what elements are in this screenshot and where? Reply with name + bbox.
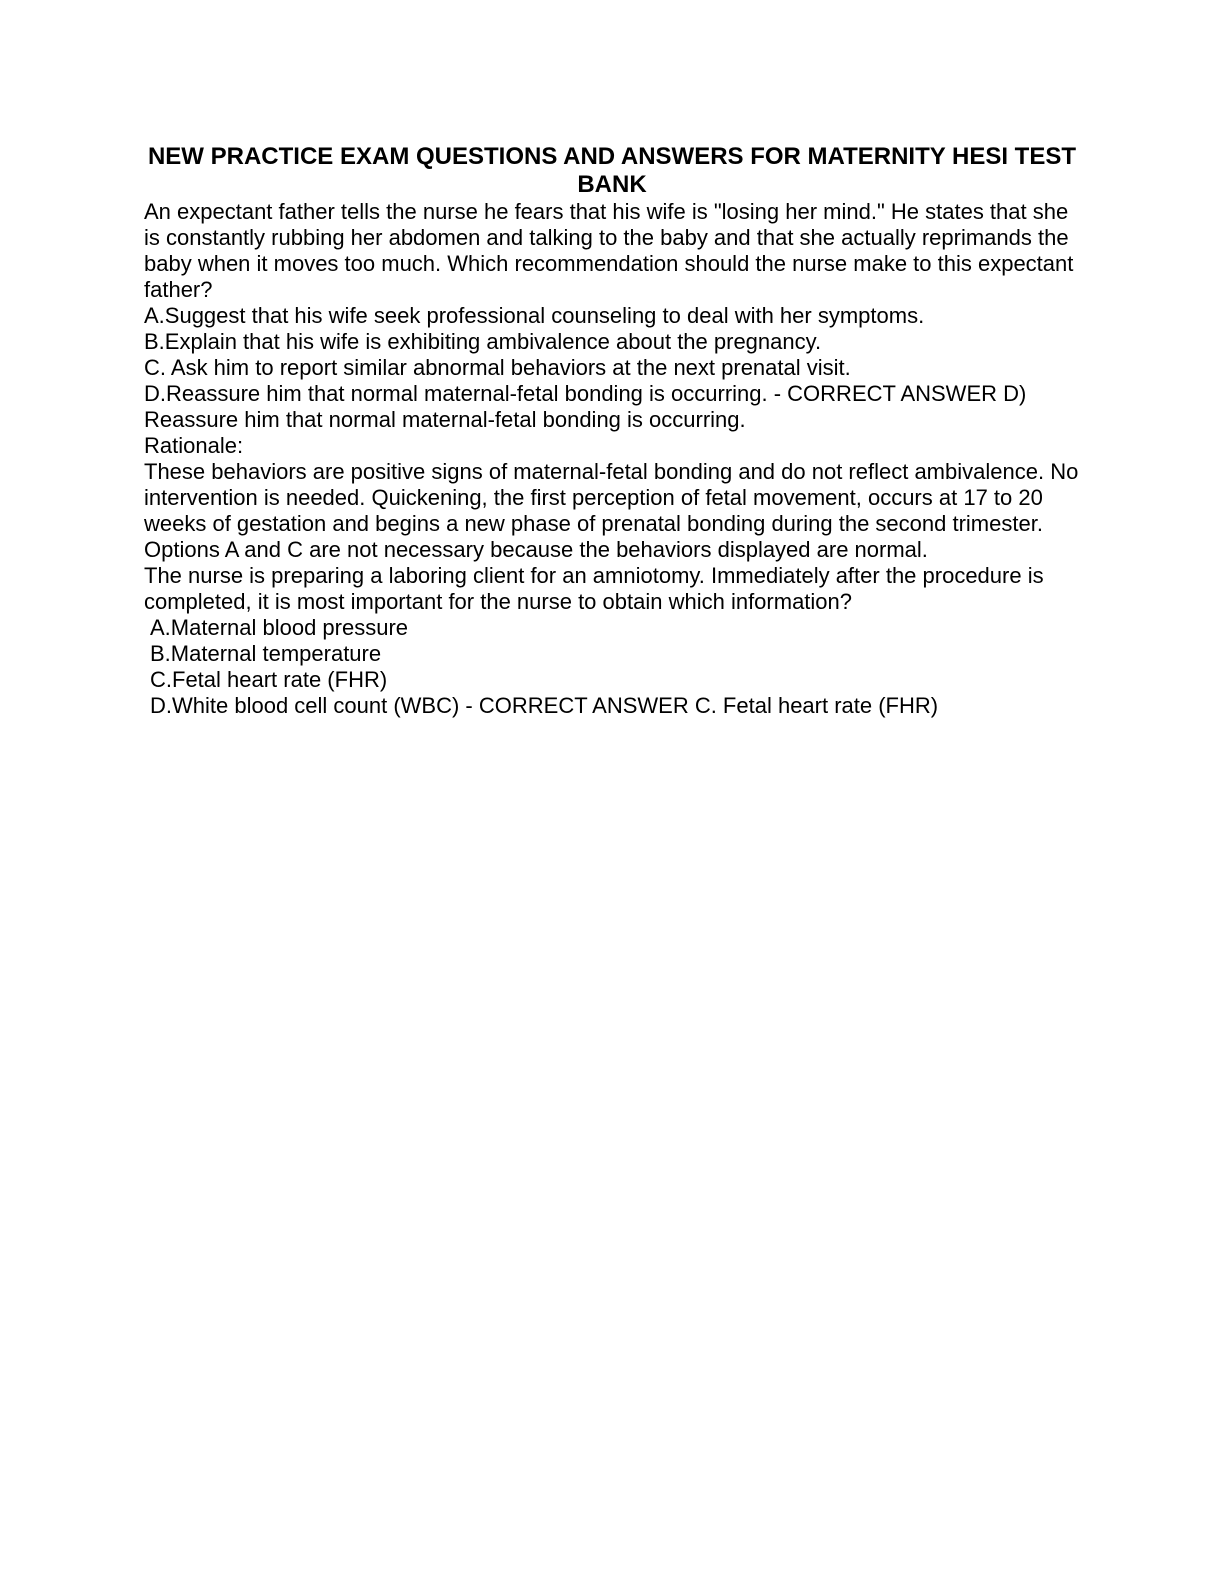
- question-2-option-d-correct-answer: D.White blood cell count (WBC) - CORRECT ANSWER C. Fetal heart rate (FHR): [150, 693, 939, 718]
- question-2-stem: The nurse is preparing a laboring client for an amniotomy. Immediately after the procedure is completed, it is most important for the nurse to obtain which information?: [144, 563, 1044, 614]
- question-2-option-a: A.Maternal blood pressure: [150, 615, 409, 640]
- question-1-option-a: A.Suggest that his wife seek professional counseling to deal with her symptoms.: [144, 303, 925, 328]
- document-title: [144, 143, 1080, 199]
- question-1-option-c: C. Ask him to report similar abnormal behaviors at the next prenatal visit.: [144, 355, 851, 380]
- question-1-option-b: B.Explain that his wife is exhibiting ambivalence about the pregnancy.: [144, 329, 822, 354]
- question-1-option-d-correct-answer: D.Reassure him that normal maternal-fetal bonding is occurring. - CORRECT ANSWER D) Reassure him that normal maternal-fetal bonding is occurring.: [144, 381, 1027, 432]
- question-2-option-b: B.Maternal temperature: [150, 641, 382, 666]
- document-content: [0, 0, 1224, 719]
- question-2-option-c: C.Fetal heart rate (FHR): [150, 667, 388, 692]
- document-title-line-2: BANK: [577, 171, 647, 198]
- document-title-line-1: NEW PRACTICE EXAM QUESTIONS AND ANSWERS FOR MATERNITY HESI TEST: [147, 143, 1077, 170]
- question-1-rationale-text: These behaviors are positive signs of maternal-fetal bonding and do not reflect ambivalence. No intervention is needed. Quickening, the first perception of fetal movement, occurs at 17 to 20 weeks of gestation and begins a new phase of prenatal bonding during the second trimester. Options A and C are not necessary because the behaviors displayed are normal.: [144, 459, 1079, 562]
- question-1-stem: An expectant father tells the nurse he fears that his wife is "losing her mind." He states that she is constantly rubbing her abdomen and talking to the baby and that she actually reprimands the baby when it moves too much. Which recommendation should the nurse make to this expectant father?: [144, 199, 1074, 302]
- question-1-rationale-label: Rationale:: [144, 433, 244, 458]
